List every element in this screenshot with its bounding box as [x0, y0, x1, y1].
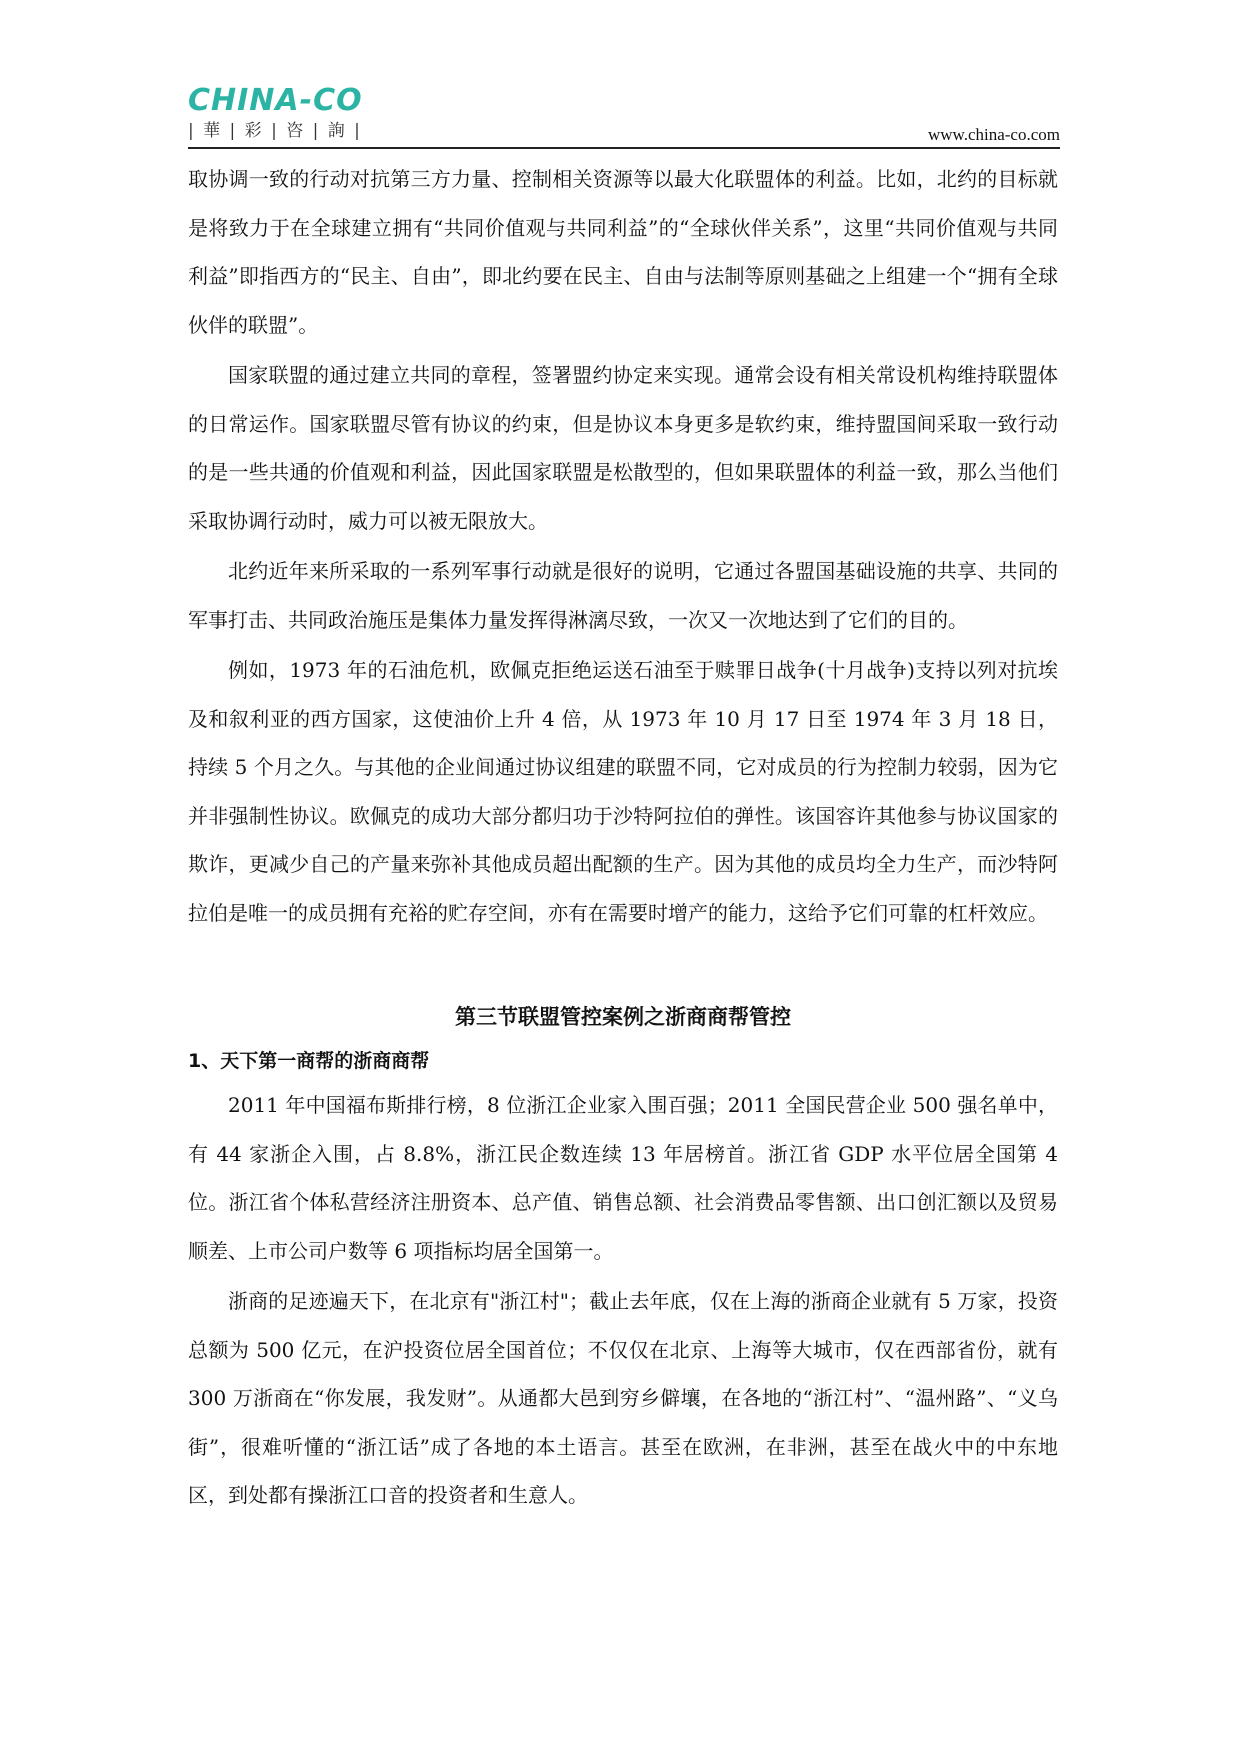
paragraph-1: 取协调一致的行动对抗第三方力量、控制相关资源等以最大化联盟体的利益。比如，北约的目标就是将致力于在全球建立拥有“共同价值观与共同利益”的“全球伙伴关系”，这里“共同价值观与共同利益”即指西方的“民主、自由”，即北约要在民主、自由与法制等原则基础之上组建一个“拥有全球伙伴的联盟”。: [188, 167, 1058, 337]
china-co-logo: [188, 84, 378, 146]
paragraph-2: 国家联盟的通过建立共同的章程，签署盟约协定来实现。通常会设有相关常设机构维持联盟体的日常运作。国家联盟尽管有协议的约束，但是协议本身更多是软约束，维持盟国间采取一致行动的是一些共通的价值观和利益，因此国家联盟是松散型的，但如果联盟体的利益一致，那么当他们采取协调行动时，威力可以被无限放大。: [188, 363, 1058, 533]
page-header: [188, 84, 1060, 148]
paragraph-3: 北约近年来所采取的一系列军事行动就是很好的说明，它通过各盟国基础设施的共享、共同的军事打击、共同政治施压是集体力量发挥得淋漓尽致，一次又一次地达到了它们的目的。: [188, 559, 1058, 632]
subsection-title: 1、天下第一商帮的浙商商帮: [188, 1050, 430, 1072]
logo-subtitle: | 華 | 彩 | 咨 | 詢 |: [188, 121, 362, 141]
website-url[interactable]: www.china-co.com: [927, 125, 1060, 144]
section-title: 第三节联盟管控案例之浙商商帮管控: [455, 1005, 791, 1029]
paragraph-4: 例如，1973 年的石油危机，欧佩克拒绝运送石油至于赎罪日战争(十月战争)支持以列对抗埃及和叙利亚的西方国家，这使油价上升 4 倍，从 1973 年 10 月 17 日至 1974 年 3 月 18 日，持续 5 个月之久。与其他的企业间通过协议组建的联盟不同，它对成员的行为控制力较弱，因为它并非强制性协议。欧佩克的成功大部分都归功于沙特阿拉伯的弹性。该国容许其他参与协议国家的欺诈，更减少自己的产量来弥补其他成员超出配额的生产。因为其他的成员均全力生产，而沙特阿拉伯是唯一的成员拥有充裕的贮存空间，亦有在需要时增产的能力，这给予它们可靠的杠杆效应。: [188, 658, 1058, 925]
header-divider: [188, 147, 1060, 149]
paragraph-6: 浙商的足迹遍天下，在北京有"浙江村"；截止去年底，仅在上海的浙商企业就有 5 万家，投资总额为 500 亿元，在沪投资位居全国首位；不仅仅在北京、上海等大城市，仅在西部省份，就有 300 万浙商在“你发展，我发财”。从通都大邑到穷乡僻壤，在各地的“浙江村”、“温州路”、“义乌街”，很难听懂的“浙江话”成了各地的本土语言。甚至在欧洲，在非洲，甚至在战火中的中东地区，到处都有操浙江口音的投资者和生意人。: [188, 1289, 1058, 1507]
logo-wordmark: CHINA-CO: [188, 83, 363, 118]
document-body: [188, 155, 1058, 1522]
paragraph-5: 2011 年中国福布斯排行榜，8 位浙江企业家入围百强；2011 全国民营企业 500 强名单中，有 44 家浙企入围，占 8.8%，浙江民企数连续 13 年居榜首。浙江省 GDP 水平位居全国第 4 位。浙江省个体私营经济注册资本、总产值、销售总额、社会消费品零售额、出口创汇额以及贸易顺差、上市公司户数等 6 项指标均居全国第一。: [188, 1093, 1058, 1263]
